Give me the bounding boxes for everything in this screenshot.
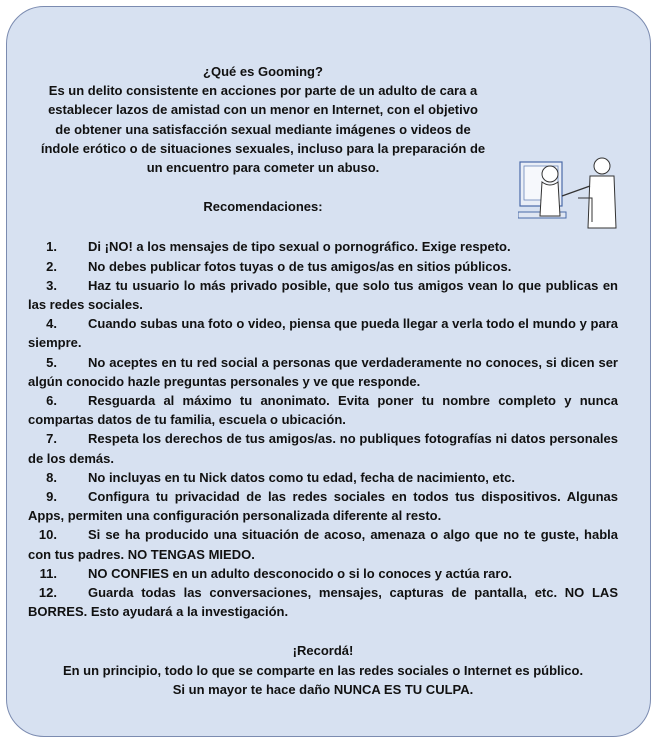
list-item: 5. No aceptes en tu red social a personas que verdaderamente no conoces, si dicen ser algún conocido hazle preguntas personales y ve que responde. [28,354,618,389]
list-item: 4. Cuando subas una foto o video, piensa que pueda llegar a verla todo el mundo y para siempre. [28,316,618,351]
recommendations-heading: Recomendaciones: [203,199,323,215]
list-item: 8. No incluyas en tu Nick datos como tu edad, fecha de nacimiento, etc. [46,469,515,485]
recommendations-list [28,237,618,621]
remember-line-2: Si un mayor te hace daño NUNCA ES TU CULPA. [172,681,474,697]
list-item: 1. Di ¡NO! a los mensajes de tipo sexual o pornográfico. Exige respeto. [46,239,511,255]
list-item: 6. Resguarda al máximo tu anonimato. Evita poner tu nombre completo y nunca compartas datos de tu familia, escuela o ubicación. [28,393,618,428]
list-item: 10. Si se ha producido una situación de acoso, amenaza o algo que no te guste, habla con tus padres. NO TENGAS MIEDO. [28,527,618,562]
list-item: 7. Respeta los derechos de tus amigos/as. no publiques fotografías ni datos personales de los demás. [28,431,618,466]
page-title: ¿Qué es Gooming? [203,64,323,79]
list-item: 2. No debes publicar fotos tuyas o de tus amigos/as en sitios públicos. [46,258,512,274]
document-content [28,62,618,699]
intro-paragraph: Es un delito consistente en acciones por parte de un adulto de cara a establecer lazos de amistad con un menor en Internet, con el objetivo de obtener una satisfacción sexual mediante imágenes o videos de índole erótico o de situaciones sexuales, incluso para la preparación de un encuentro para cometer un abuso. [40,83,486,176]
list-item: 12. Guarda todas las conversaciones, mensajes, capturas de pantalla, etc. NO LAS BORRES. Esto ayudará a la investigación. [28,585,618,620]
remember-heading: ¡Recordá! [292,643,354,659]
remember-line-1: En un principio, todo lo que se comparte en las redes sociales o Internet es público. [62,662,584,678]
list-item: 3. Haz tu usuario lo más privado posible, que solo tus amigos vean lo que publicas en las redes sociales. [28,277,618,313]
list-item: 11. NO CONFIES en un adulto desconocido o si lo conoces y actúa raro. [39,565,513,581]
list-item: 9. Configura tu privacidad de las redes sociales en todos tus dispositivos. Algunas Apps, permiten una configuración personalizada diferente al resto. [28,489,618,524]
